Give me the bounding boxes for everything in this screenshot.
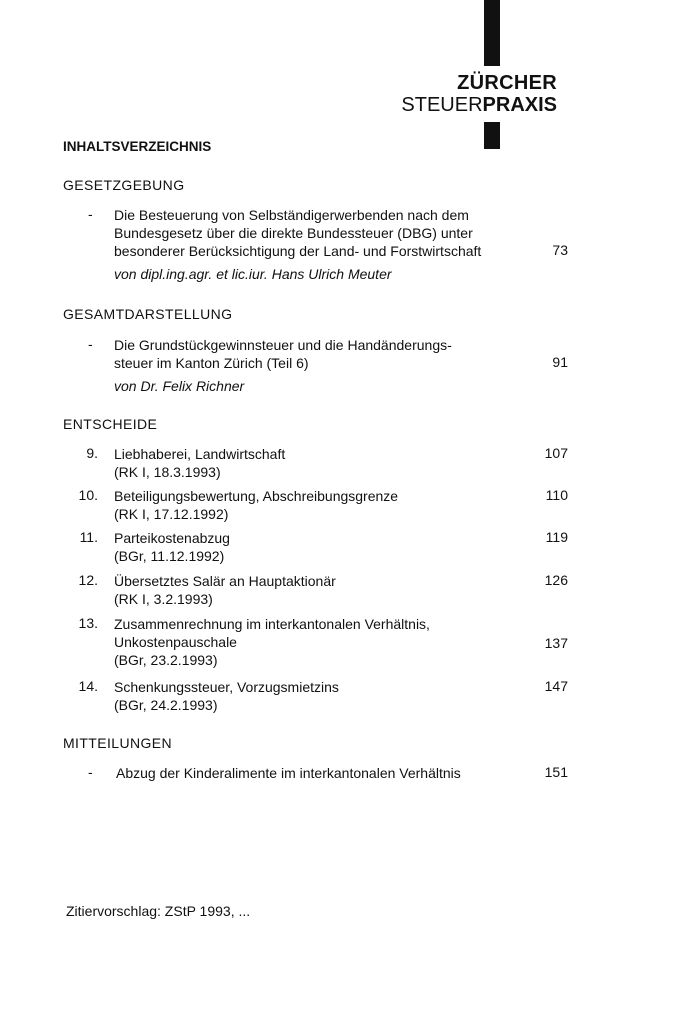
page-number: 110 — [545, 487, 568, 503]
page-number: 73 — [552, 242, 568, 258]
entry-author: von dipl.ing.agr. et lic.iur. Hans Ulrich Meuter — [114, 266, 392, 282]
decision-number: 9. — [86, 445, 98, 461]
decision-text — [114, 615, 430, 669]
decision-line: Unkostenpauschale — [114, 634, 237, 650]
entry-author: von Dr. Felix Richner — [114, 378, 245, 394]
page-number: 147 — [544, 678, 568, 694]
decision-text — [114, 678, 339, 714]
decision-line: Schenkungssteuer, Vorzugsmietzins — [114, 679, 339, 695]
decision-line: (RK I, 18.3.1993) — [114, 464, 221, 480]
decision-line: (RK I, 17.12.1992) — [114, 506, 229, 522]
masthead — [401, 72, 557, 116]
masthead-bar-top — [484, 0, 500, 66]
decision-number: 12. — [78, 572, 98, 588]
page-number: 151 — [544, 764, 568, 780]
decision-line: (BGr, 11.12.1992) — [114, 548, 225, 564]
decision-text — [114, 529, 230, 565]
section-heading-mitteilungen: MITTEILUNGEN — [63, 735, 173, 751]
masthead-line2 — [401, 94, 557, 116]
page-number: 126 — [544, 572, 568, 588]
decision-text — [114, 445, 285, 481]
masthead-line1: ZÜRCHER — [457, 72, 557, 94]
entry-line: Die Grundstückgewinnsteuer und die Handänderungs- — [114, 337, 452, 353]
entry-text-mitteilungen: Abzug der Kinderalimente im interkantonalen Verhältnis — [116, 765, 461, 781]
decision-line: Parteikostenabzug — [114, 530, 230, 546]
decision-text — [114, 487, 398, 523]
decision-number: 11. — [79, 529, 98, 545]
list-bullet: - — [88, 206, 93, 222]
entry-line: steuer im Kanton Zürich (Teil 6) — [114, 355, 309, 371]
toc-title: INHALTSVERZEICHNIS — [63, 139, 212, 154]
section-heading-gesetzgebung: GESETZGEBUNG — [63, 177, 185, 193]
decision-line: Übersetztes Salär an Hauptaktionär — [114, 573, 336, 589]
page-number: 119 — [545, 529, 568, 545]
section-heading-entscheide: ENTSCHEIDE — [63, 416, 158, 432]
masthead-bar-bottom — [484, 122, 500, 149]
entry-line: besonderer Berücksichtigung der Land- und Forstwirtschaft — [114, 243, 482, 259]
decision-line: (BGr, 23.2.1993) — [114, 652, 218, 668]
entry-line: Die Besteuerung von Selbständigerwerbenden nach dem — [114, 207, 469, 223]
section-heading-gesamtdarstellung: GESAMTDARSTELLUNG — [63, 306, 233, 322]
masthead-line2-bold: PRAXIS — [482, 94, 557, 116]
entry-text-gesamtdarstellung — [114, 336, 452, 372]
citation-footer: Zitiervorschlag: ZStP 1993, ... — [66, 903, 251, 919]
entry-text-gesetzgebung — [114, 206, 481, 260]
entry-line: Bundesgesetz über die direkte Bundessteuer (DBG) unter — [114, 225, 473, 241]
decision-number: 13. — [78, 615, 98, 631]
decision-number: 14. — [78, 678, 98, 694]
decision-line: (BGr, 24.2.1993) — [114, 697, 218, 713]
page-number: 107 — [544, 445, 568, 461]
decision-line: Beteiligungsbewertung, Abschreibungsgrenze — [114, 488, 399, 504]
decision-line: (RK I, 3.2.1993) — [114, 591, 213, 607]
list-bullet: - — [88, 336, 93, 352]
masthead-line2-light: STEUER — [401, 94, 483, 116]
decision-number: 10. — [78, 487, 98, 503]
decision-line: Liebhaberei, Landwirtschaft — [114, 446, 286, 462]
list-bullet: - — [88, 764, 93, 780]
decision-line: Zusammenrechnung im interkantonalen Verhältnis, — [114, 616, 430, 632]
page-number: 91 — [552, 354, 568, 370]
page-number: 137 — [544, 635, 568, 651]
decision-text — [114, 572, 336, 608]
